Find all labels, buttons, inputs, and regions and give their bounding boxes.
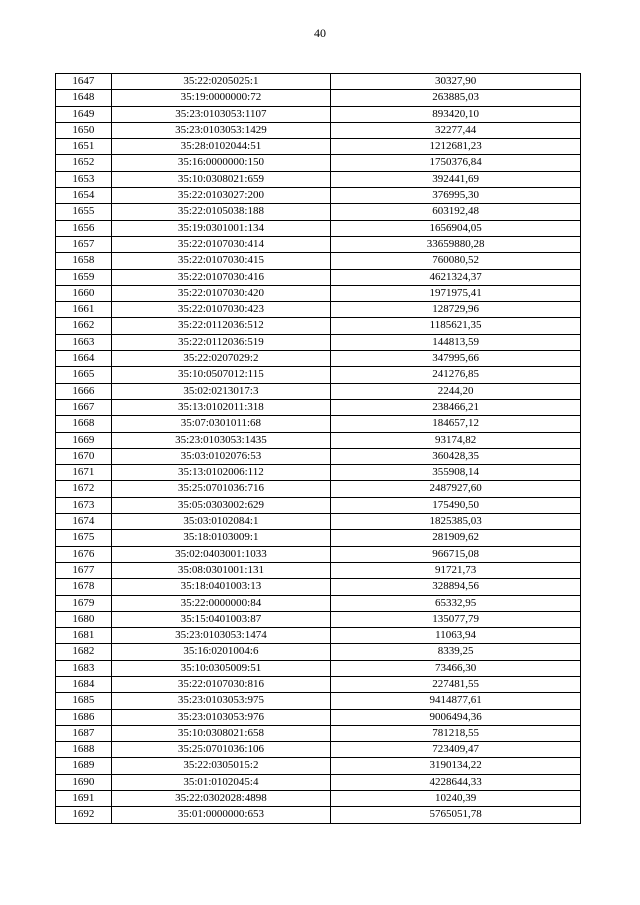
cadastral-number-cell: 35:25:0701036:716 — [111, 481, 331, 497]
cadastral-number-cell: 35:23:0103053:1429 — [111, 122, 331, 138]
value-cell: 73466,30 — [331, 660, 581, 676]
row-number-cell: 1685 — [56, 693, 112, 709]
row-number-cell: 1682 — [56, 644, 112, 660]
value-cell: 128729,96 — [331, 302, 581, 318]
table-row — [56, 399, 581, 415]
table-row — [56, 318, 581, 334]
table-row — [56, 481, 581, 497]
cadastral-number-cell: 35:22:0107030:414 — [111, 236, 331, 252]
table-row — [56, 106, 581, 122]
table-row — [56, 269, 581, 285]
row-number-cell: 1660 — [56, 285, 112, 301]
value-cell: 11063,94 — [331, 628, 581, 644]
table-row — [56, 709, 581, 725]
cadastral-number-cell: 35:25:0701036:106 — [111, 742, 331, 758]
value-cell: 281909,62 — [331, 530, 581, 546]
cadastral-number-cell: 35:15:0401003:87 — [111, 611, 331, 627]
row-number-cell: 1675 — [56, 530, 112, 546]
cadastral-number-cell: 35:22:0302028:4898 — [111, 791, 331, 807]
row-number-cell: 1650 — [56, 122, 112, 138]
cadastral-number-cell: 35:22:0112036:512 — [111, 318, 331, 334]
cadastral-number-cell: 35:23:0103053:1107 — [111, 106, 331, 122]
value-cell: 1750376,84 — [331, 155, 581, 171]
value-cell: 360428,35 — [331, 448, 581, 464]
row-number-cell: 1684 — [56, 676, 112, 692]
value-cell: 1971975,41 — [331, 285, 581, 301]
row-number-cell: 1670 — [56, 448, 112, 464]
cadastral-number-cell: 35:16:0000000:150 — [111, 155, 331, 171]
value-cell: 328894,56 — [331, 579, 581, 595]
row-number-cell: 1677 — [56, 562, 112, 578]
cadastral-number-cell: 35:22:0105038:188 — [111, 204, 331, 220]
row-number-cell: 1683 — [56, 660, 112, 676]
cadastral-number-cell: 35:13:0102006:112 — [111, 465, 331, 481]
table-row — [56, 742, 581, 758]
cadastral-number-cell: 35:22:0305015:2 — [111, 758, 331, 774]
value-cell: 8339,25 — [331, 644, 581, 660]
cadastral-number-cell: 35:10:0308021:659 — [111, 171, 331, 187]
cadastral-number-cell: 35:05:0303002:629 — [111, 497, 331, 513]
table-row — [56, 611, 581, 627]
value-cell: 93174,82 — [331, 432, 581, 448]
table-row — [56, 383, 581, 399]
cadastral-number-cell: 35:03:0102076:53 — [111, 448, 331, 464]
table-row — [56, 644, 581, 660]
row-number-cell: 1654 — [56, 188, 112, 204]
cadastral-number-cell: 35:22:0207029:2 — [111, 351, 331, 367]
cadastral-number-cell: 35:22:0205025:1 — [111, 74, 331, 90]
table-row — [56, 285, 581, 301]
value-cell: 1656904,05 — [331, 220, 581, 236]
value-cell: 144813,59 — [331, 334, 581, 350]
row-number-cell: 1691 — [56, 791, 112, 807]
cadastral-number-cell: 35:28:0102044:51 — [111, 139, 331, 155]
cadastral-number-cell: 35:10:0507012:115 — [111, 367, 331, 383]
cadastral-number-cell: 35:13:0102011:318 — [111, 399, 331, 415]
value-cell: 9414877,61 — [331, 693, 581, 709]
row-number-cell: 1689 — [56, 758, 112, 774]
table-row — [56, 74, 581, 90]
row-number-cell: 1687 — [56, 725, 112, 741]
cadastral-number-cell: 35:18:0103009:1 — [111, 530, 331, 546]
value-cell: 227481,55 — [331, 676, 581, 692]
table-row — [56, 302, 581, 318]
row-number-cell: 1680 — [56, 611, 112, 627]
value-cell: 723409,47 — [331, 742, 581, 758]
value-cell: 238466,21 — [331, 399, 581, 415]
value-cell: 760080,52 — [331, 253, 581, 269]
table-row — [56, 774, 581, 790]
value-cell: 33659880,28 — [331, 236, 581, 252]
table-row — [56, 351, 581, 367]
value-cell: 3190134,22 — [331, 758, 581, 774]
row-number-cell: 1669 — [56, 432, 112, 448]
row-number-cell: 1672 — [56, 481, 112, 497]
value-cell: 32277,44 — [331, 122, 581, 138]
value-cell: 355908,14 — [331, 465, 581, 481]
row-number-cell: 1658 — [56, 253, 112, 269]
row-number-cell: 1652 — [56, 155, 112, 171]
table-row — [56, 448, 581, 464]
value-cell: 263885,03 — [331, 90, 581, 106]
row-number-cell: 1686 — [56, 709, 112, 725]
table-row — [56, 530, 581, 546]
table-row — [56, 579, 581, 595]
table-row — [56, 171, 581, 187]
value-cell: 65332,95 — [331, 595, 581, 611]
page-number: 40 — [314, 26, 326, 40]
row-number-cell: 1663 — [56, 334, 112, 350]
table-row — [56, 660, 581, 676]
row-number-cell: 1659 — [56, 269, 112, 285]
table-row — [56, 676, 581, 692]
cadastral-number-cell: 35:22:0107030:416 — [111, 269, 331, 285]
table-row — [56, 725, 581, 741]
cadastral-number-cell: 35:23:0103053:1435 — [111, 432, 331, 448]
row-number-cell: 1651 — [56, 139, 112, 155]
cadastral-number-cell: 35:02:0213017:3 — [111, 383, 331, 399]
data-table — [55, 73, 581, 824]
row-number-cell: 1674 — [56, 514, 112, 530]
table-row — [56, 465, 581, 481]
row-number-cell: 1653 — [56, 171, 112, 187]
row-number-cell: 1655 — [56, 204, 112, 220]
cadastral-number-cell: 35:22:0107030:415 — [111, 253, 331, 269]
cadastral-number-cell: 35:03:0102084:1 — [111, 514, 331, 530]
table-row — [56, 188, 581, 204]
value-cell: 347995,66 — [331, 351, 581, 367]
cadastral-number-cell: 35:22:0107030:420 — [111, 285, 331, 301]
row-number-cell: 1649 — [56, 106, 112, 122]
value-cell: 392441,69 — [331, 171, 581, 187]
value-cell: 10240,39 — [331, 791, 581, 807]
value-cell: 603192,48 — [331, 204, 581, 220]
cadastral-number-cell: 35:07:0301011:68 — [111, 416, 331, 432]
table-row — [56, 514, 581, 530]
value-cell: 30327,90 — [331, 74, 581, 90]
table-row — [56, 236, 581, 252]
cadastral-number-cell: 35:23:0103053:975 — [111, 693, 331, 709]
cadastral-number-cell: 35:23:0103053:1474 — [111, 628, 331, 644]
cadastral-number-cell: 35:01:0000000:653 — [111, 807, 331, 823]
cadastral-number-cell: 35:22:0103027:200 — [111, 188, 331, 204]
value-cell: 184657,12 — [331, 416, 581, 432]
table-row — [56, 791, 581, 807]
value-cell: 9006494,36 — [331, 709, 581, 725]
value-cell: 1825385,03 — [331, 514, 581, 530]
row-number-cell: 1657 — [56, 236, 112, 252]
table-row — [56, 595, 581, 611]
value-cell: 91721,73 — [331, 562, 581, 578]
table-row — [56, 155, 581, 171]
row-number-cell: 1673 — [56, 497, 112, 513]
table-row — [56, 204, 581, 220]
table-row — [56, 758, 581, 774]
value-cell: 5765051,78 — [331, 807, 581, 823]
value-cell: 135077,79 — [331, 611, 581, 627]
value-cell: 4228644,33 — [331, 774, 581, 790]
cadastral-number-cell: 35:22:0107030:816 — [111, 676, 331, 692]
cadastral-number-cell: 35:22:0000000:84 — [111, 595, 331, 611]
cadastral-number-cell: 35:22:0107030:423 — [111, 302, 331, 318]
value-cell: 1212681,23 — [331, 139, 581, 155]
row-number-cell: 1665 — [56, 367, 112, 383]
value-cell: 893420,10 — [331, 106, 581, 122]
table-row — [56, 432, 581, 448]
table-row — [56, 253, 581, 269]
row-number-cell: 1678 — [56, 579, 112, 595]
row-number-cell: 1661 — [56, 302, 112, 318]
row-number-cell: 1671 — [56, 465, 112, 481]
row-number-cell: 1664 — [56, 351, 112, 367]
row-number-cell: 1690 — [56, 774, 112, 790]
value-cell: 1185621,35 — [331, 318, 581, 334]
row-number-cell: 1656 — [56, 220, 112, 236]
cadastral-number-cell: 35:08:0301001:131 — [111, 562, 331, 578]
cadastral-number-cell: 35:19:0000000:72 — [111, 90, 331, 106]
cadastral-number-cell: 35:23:0103053:976 — [111, 709, 331, 725]
row-number-cell: 1662 — [56, 318, 112, 334]
table-row — [56, 139, 581, 155]
row-number-cell: 1679 — [56, 595, 112, 611]
table-row — [56, 90, 581, 106]
value-cell: 966715,08 — [331, 546, 581, 562]
row-number-cell: 1647 — [56, 74, 112, 90]
row-number-cell: 1667 — [56, 399, 112, 415]
table-row — [56, 807, 581, 823]
cadastral-number-cell: 35:10:0308021:658 — [111, 725, 331, 741]
cadastral-number-cell: 35:19:0301001:134 — [111, 220, 331, 236]
row-number-cell: 1668 — [56, 416, 112, 432]
row-number-cell: 1681 — [56, 628, 112, 644]
table-row — [56, 122, 581, 138]
table-row — [56, 628, 581, 644]
table-row — [56, 334, 581, 350]
row-number-cell: 1676 — [56, 546, 112, 562]
cadastral-number-cell: 35:02:0403001:1033 — [111, 546, 331, 562]
value-cell: 2244,20 — [331, 383, 581, 399]
table-row — [56, 497, 581, 513]
table-row — [56, 220, 581, 236]
table-row — [56, 367, 581, 383]
cadastral-number-cell: 35:18:0401003:13 — [111, 579, 331, 595]
row-number-cell: 1666 — [56, 383, 112, 399]
row-number-cell: 1692 — [56, 807, 112, 823]
table-body — [56, 74, 581, 824]
value-cell: 2487927,60 — [331, 481, 581, 497]
value-cell: 376995,30 — [331, 188, 581, 204]
value-cell: 241276,85 — [331, 367, 581, 383]
table-row — [56, 546, 581, 562]
value-cell: 175490,50 — [331, 497, 581, 513]
row-number-cell: 1648 — [56, 90, 112, 106]
value-cell: 781218,55 — [331, 725, 581, 741]
cadastral-number-cell: 35:01:0102045:4 — [111, 774, 331, 790]
row-number-cell: 1688 — [56, 742, 112, 758]
value-cell: 4621324,37 — [331, 269, 581, 285]
cadastral-number-cell: 35:10:0305009:51 — [111, 660, 331, 676]
table-row — [56, 562, 581, 578]
cadastral-number-cell: 35:16:0201004:6 — [111, 644, 331, 660]
table-row — [56, 416, 581, 432]
table-row — [56, 693, 581, 709]
cadastral-number-cell: 35:22:0112036:519 — [111, 334, 331, 350]
